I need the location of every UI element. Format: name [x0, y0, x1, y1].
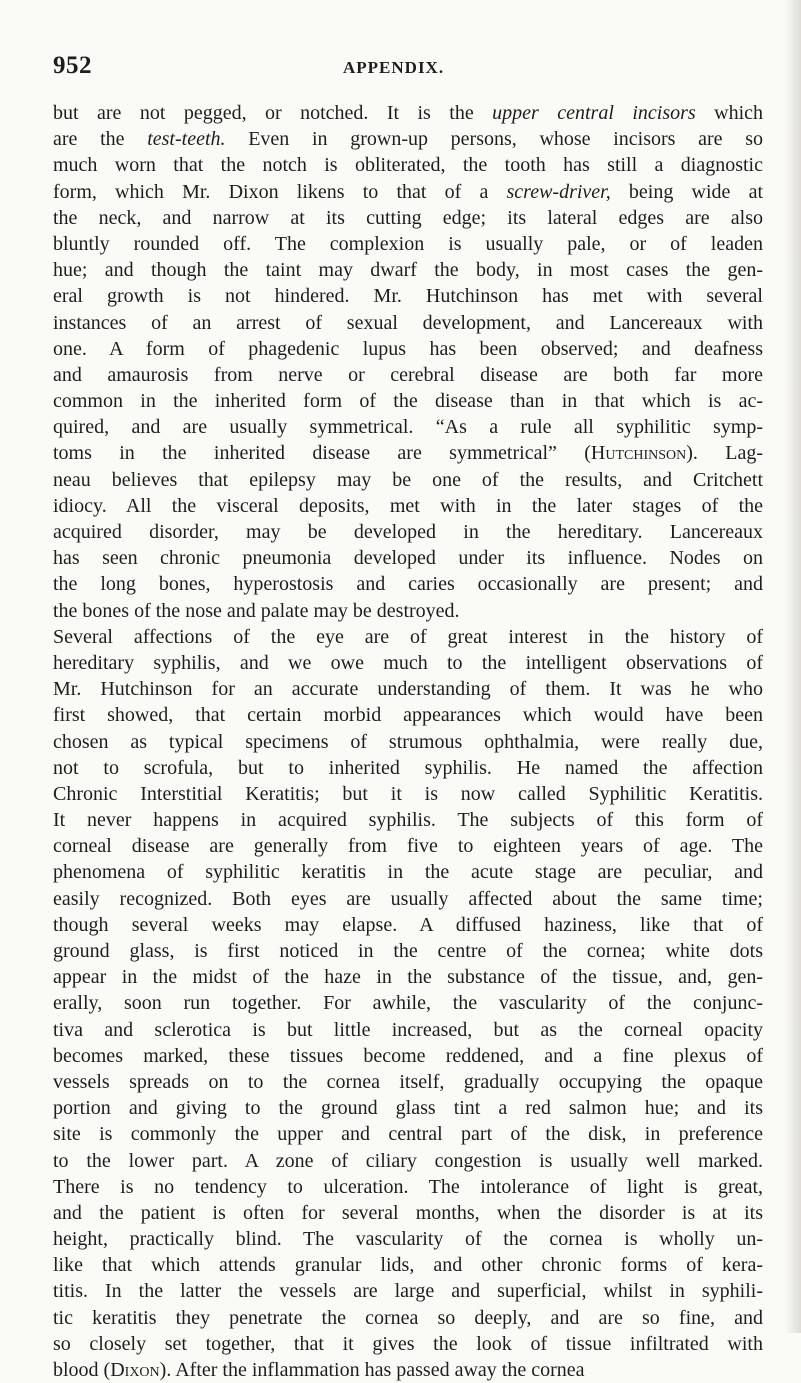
text-line	[53, 519, 763, 545]
text-run: not to scrofula, but to inherited syphilis. He named the affection	[53, 756, 763, 779]
text-line	[53, 1252, 763, 1278]
text-line	[53, 205, 763, 231]
text-run: ground glass, is first noticed in the centre of the cornea; white dots	[53, 940, 763, 962]
text-run: and the patient is often for several months, when the disorder is at its	[53, 1201, 763, 1224]
text-line	[53, 440, 763, 466]
text-run: hereditary syphilis, and we owe much to the intelligent observations of	[53, 651, 763, 674]
text-line	[53, 545, 763, 571]
text-line	[53, 1043, 763, 1069]
text-run: Even in grown-up persons, whose incisors are so	[225, 128, 763, 151]
text-run: so closely set together, that it gives the look of tissue infiltrated with	[53, 1332, 763, 1355]
text-line	[53, 833, 763, 859]
text-line	[53, 100, 763, 126]
text-run: tiva and sclerotica is but little increased, but as the corneal opacity	[53, 1018, 763, 1041]
text-run: first showed, that certain morbid appearances which would have been	[53, 704, 763, 727]
text-run: height, practically blind. The vascularity of the cornea is wholly un-	[53, 1228, 763, 1251]
page-number: 952	[53, 52, 92, 79]
text-line	[53, 676, 763, 702]
text-line	[53, 571, 763, 597]
text-line	[53, 1069, 763, 1095]
text-run: neau believes that epilepsy may be one of the results, and Critchett	[53, 468, 763, 491]
text-line	[53, 1357, 763, 1383]
text-line	[53, 990, 763, 1016]
text-line	[53, 152, 763, 178]
text-run: There is no tendency to ulceration. The intolerance of light is great,	[53, 1175, 763, 1198]
body-text	[53, 100, 763, 1383]
text-run: appear in the midst of the haze in the substance of the tissue, and, gen-	[53, 966, 763, 989]
text-run: to the lower part. A zone of ciliary congestion is usually well marked.	[53, 1149, 763, 1172]
text-line	[53, 886, 763, 912]
text-line	[53, 179, 763, 205]
text-run: tic keratitis they penetrate the cornea so deeply, and are so fine, and	[53, 1306, 763, 1329]
italic-term: screw-driver,	[506, 180, 611, 203]
text-line	[53, 1226, 763, 1252]
text-line	[53, 1305, 763, 1331]
text-line	[53, 257, 763, 283]
text-run: vessels spreads on to the cornea itself, gradually occupying the opaque	[53, 1070, 763, 1093]
page-edge-shadow	[785, 0, 801, 1333]
text-line	[53, 1200, 763, 1226]
text-run: ). Lag-	[686, 442, 763, 465]
text-run: ). After the inflammation has passed away the cornea	[159, 1359, 585, 1381]
text-line	[53, 126, 763, 152]
text-run: phenomena of syphilitic keratitis in the acute stage are peculiar, and	[53, 861, 763, 884]
text-run: site is commonly the upper and central part of the disk, in preference	[53, 1123, 763, 1146]
text-line	[53, 283, 763, 309]
text-line	[53, 1095, 763, 1121]
text-line	[53, 650, 763, 676]
text-run: hue; and though the taint may dwarf the body, in most cases the gen-	[53, 259, 763, 282]
italic-term: test-teeth.	[147, 128, 226, 151]
text-run: the long bones, hyperostosis and caries occasionally are present; and	[53, 573, 763, 596]
text-run: erally, soon run together. For awhile, the vascularity of the conjunc-	[53, 992, 763, 1015]
text-line	[53, 414, 763, 440]
text-run: common in the inherited form of the disease than in that which is ac-	[53, 390, 763, 413]
text-line	[53, 807, 763, 833]
text-line	[53, 755, 763, 781]
text-run: bluntly rounded off. The complexion is usually pale, or of leaden	[53, 232, 763, 255]
text-run: toms in the inherited disease are symmetrical” (	[53, 442, 591, 465]
text-run: Chronic Interstitial Keratitis; but it is now called Syphilitic Keratitis.	[53, 782, 763, 805]
text-line	[53, 467, 763, 493]
text-line	[53, 1331, 763, 1357]
text-line	[53, 702, 763, 728]
text-line	[53, 310, 763, 336]
text-line	[53, 1278, 763, 1304]
text-run: being wide at	[610, 180, 763, 203]
text-run: quired, and are usually symmetrical. “As a rule all syphilitic symp-	[53, 416, 763, 439]
text-run: Several affections of the eye are of great interest in the history of	[53, 625, 763, 648]
text-run: eral growth is not hindered. Mr. Hutchinson has met with several	[53, 285, 763, 308]
text-run: but are not pegged, or notched. It is the	[53, 102, 493, 124]
text-run: It never happens in acquired syphilis. The subjects of this form of	[53, 809, 763, 832]
author-citation: Dixon	[110, 1359, 160, 1381]
text-line	[53, 598, 763, 624]
text-line	[53, 781, 763, 807]
text-line	[53, 231, 763, 257]
text-run: are the	[53, 128, 148, 151]
running-title: APPENDIX.	[343, 58, 445, 77]
text-run: instances of an arrest of sexual development, and Lancereaux with	[53, 311, 763, 334]
text-run: and amaurosis from nerve or cerebral disease are both far more	[53, 363, 763, 386]
text-run: one. A form of phagedenic lupus has been observed; and deafness	[53, 337, 763, 360]
text-run: titis. In the latter the vessels are large and superficial, whilst in syphili-	[53, 1280, 763, 1303]
text-line	[53, 1148, 763, 1174]
text-run: which	[695, 102, 763, 124]
text-run: the neck, and narrow at its cutting edge; its lateral edges are also	[53, 206, 763, 229]
text-line	[53, 859, 763, 885]
text-run: acquired disorder, may be developed in the hereditary. Lancereaux	[53, 521, 763, 543]
text-line	[53, 336, 763, 362]
text-run: portion and giving to the ground glass tint a red salmon hue; and its	[53, 1097, 763, 1120]
italic-term: upper central incisors	[492, 102, 696, 124]
text-run: much worn that the notch is obliterated, the tooth has still a diagnostic	[53, 154, 763, 177]
text-line	[53, 493, 763, 519]
text-line	[53, 964, 763, 990]
text-line	[53, 362, 763, 388]
text-run: Mr. Hutchinson for an accurate understanding of them. It was he who	[53, 678, 763, 701]
text-line	[53, 729, 763, 755]
text-run: has seen chronic pneumonia developed under its influence. Nodes on	[53, 547, 763, 570]
text-line	[53, 1121, 763, 1147]
text-run: blood (	[53, 1359, 111, 1381]
text-run: corneal disease are generally from five to eighteen years of age. The	[53, 835, 763, 858]
text-run: idiocy. All the visceral deposits, met with in the later stages of the	[53, 494, 763, 517]
text-run: though several weeks may elapse. A diffused haziness, like that of	[53, 913, 763, 936]
text-run: chosen as typical specimens of strumous ophthalmia, were really due,	[53, 730, 763, 753]
text-line	[53, 624, 763, 650]
text-run: becomes marked, these tissues become reddened, and a fine plexus of	[53, 1044, 763, 1067]
text-line	[53, 388, 763, 414]
text-line	[53, 1017, 763, 1043]
text-run: like that which attends granular lids, and other chronic forms of kera-	[53, 1254, 763, 1277]
text-run: easily recognized. Both eyes are usually affected about the same time;	[53, 887, 763, 910]
text-line	[53, 912, 763, 938]
text-run: form, which Mr. Dixon likens to that of a	[53, 180, 507, 203]
text-line	[53, 1174, 763, 1200]
text-line	[53, 938, 763, 964]
text-run: the bones of the nose and palate may be destroyed.	[53, 599, 460, 622]
author-citation: Hutchinson	[590, 442, 687, 465]
